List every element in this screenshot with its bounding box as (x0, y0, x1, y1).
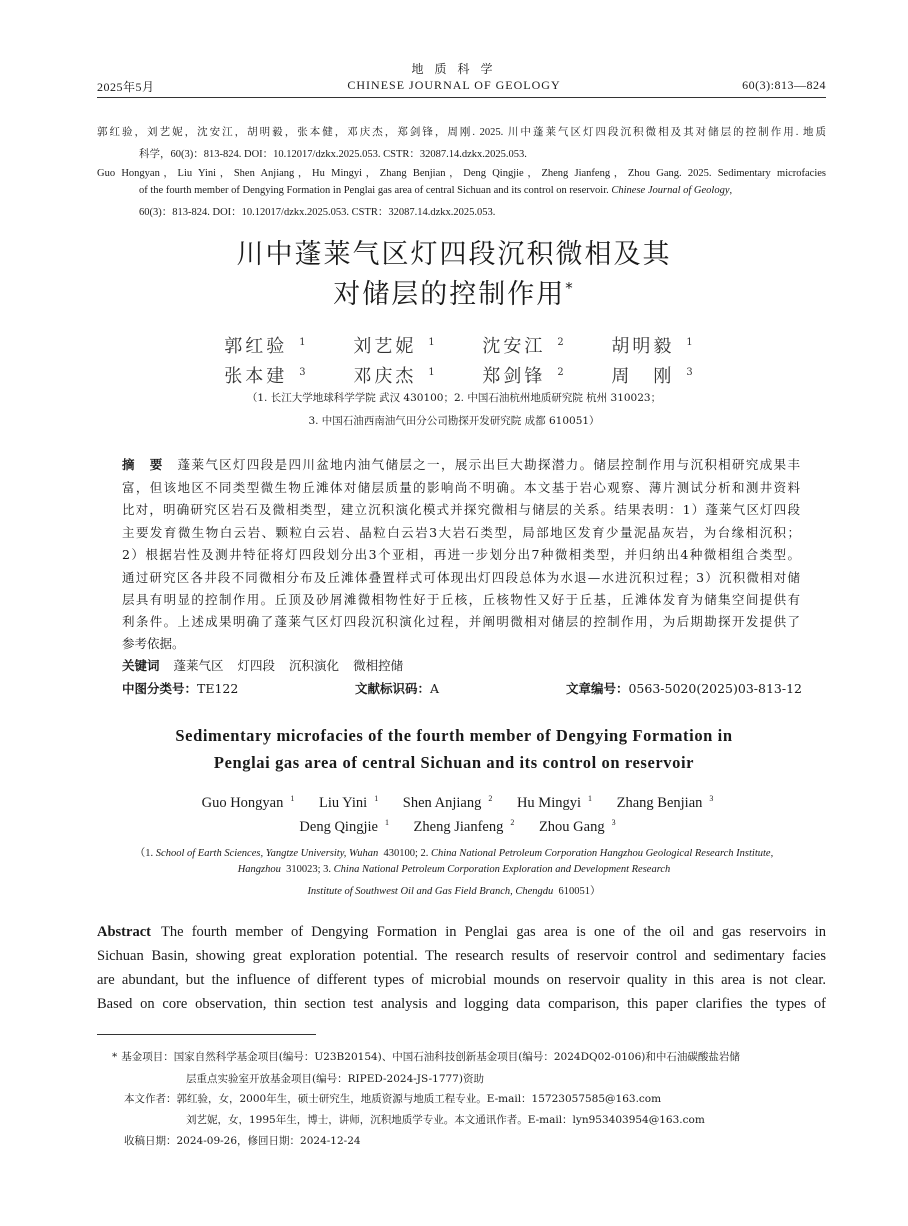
abstract-cn-line: 利条件。上述成果明确了蓬莱气区灯四段沉积演化过程，并阐明微相对储层的控制作用，为后期勘探开发提供了 (122, 614, 800, 629)
author: Hu Mingyi $^1$ (516, 794, 592, 811)
title-cn-line: 川中蓬莱气区灯四段沉积微相及其 (236, 239, 672, 270)
abstract-cn-line: 层具有明显的控制作用。丘顶及砂屑滩微相物性好于丘核，丘核物性又好于丘基，丘滩体发育为储集空间提供有 (122, 592, 800, 607)
author: 郭红验 $^1$ (224, 336, 309, 357)
abstract-cn-line: 参考依据。 (122, 636, 185, 651)
author: 刘艺妮 $^1$ (353, 336, 438, 357)
issue-date: 2025年5月 (97, 80, 155, 94)
citation-cn-line: 郭红验，刘艺妮，沈安江，胡明毅，张本健，邓庆杰，郑剑锋，周刚. 2025. 川中蓬莱气区灯四段沉积微相及其对储层的控制作用. 地质 (97, 127, 826, 138)
author: 郑剑锋 $^2$ (482, 366, 567, 387)
authors-en-row (0, 819, 908, 836)
affiliation-en-line: （1. School of Earth Sciences, Yangtze University, Wuhan 430100; 2. China National Petroleum Corporation Hangzhou Geological Research Institute, (134, 848, 774, 859)
title-text: 对储层的控制作用 (333, 279, 566, 310)
abstract-en-line: Abstract The fourth member of Dengying Formation in Penglai gas area is one of the oil and gas reservoirs in (97, 924, 826, 940)
journal-name-en: CHINESE JOURNAL OF GEOLOGY (347, 78, 561, 92)
received-dates: 收稿日期：2024-09-26，修回日期：2024-12-24 (124, 1135, 361, 1147)
author: Deng Qingjie $^1$ (299, 818, 389, 835)
affiliation-en-line: Institute of Southwest Oil and Gas Field Branch, Chengdu 610051） (307, 886, 601, 897)
author: Zheng Jianfeng $^2$ (413, 818, 515, 835)
citation-cn-line: 科学，60(3)：813-824. DOI：10.12017/dzkx.2025.053. CSTR：32087.14.dzkx.2025.053. (139, 149, 527, 160)
author: Zhou Gang $^3$ (538, 818, 616, 835)
citation-en-line: Guo Hongyan，Liu Yini，Shen Anjiang，Hu Mingyi，Zhang Benjian，Deng Qingjie，Zheng Jianfeng，Zhou Gang. 2025. Sedimentary microfacies (97, 168, 826, 179)
journal-name-cn: 地 质 科 学 (411, 62, 497, 76)
volume-pages: 60(3):813—824 (742, 78, 826, 92)
fund-note-cont: 层重点实验室开放基金项目(编号：RIPED-2024-JS-1777)资助 (186, 1073, 484, 1085)
keywords: 关键词 蓬莱气区 灯四段 沉积演化 微相控储 (122, 658, 404, 673)
abstract-cn-line: 富，但该地区不同类型微生物丘滩体对储层质量的影响尚不明确。本文基于岩心观察、薄片测试分析和测井资料 (122, 480, 800, 495)
citation-text: of the fourth member of Dengying Formation in Penglai gas area of central Sichuan and its control on reservoir. (139, 185, 609, 196)
affiliation-cn-line: （1. 长江大学地球科学学院 武汉 430100；2. 中国石油杭州地质研究院 杭州 310023； (246, 392, 662, 404)
title-en-line: Sedimentary microfacies of the fourth member of Dengying Formation in (175, 726, 733, 745)
classification-number: 中图分类号：TE122 (122, 681, 239, 696)
footnote-rule (97, 1034, 316, 1035)
authors-cn-row (0, 362, 908, 388)
title-footnote-mark: * (565, 279, 575, 297)
authors-en-row (0, 795, 908, 812)
affiliation-en-line: Hangzhou 310023; 3. China National Petroleum Corporation Exploration and Development Research (237, 864, 671, 875)
author-note-cont: 刘艺妮，女，1995年生，博士，讲师，沉积地质学专业。本文通讯作者。E-mail：lyn953403954@163.com (186, 1114, 705, 1126)
article-number: 文章编号：0563-5020(2025)03-813-12 (565, 681, 802, 696)
title-cn-line (0, 272, 908, 311)
author: 周 刚 $^3$ (611, 366, 696, 387)
authors-cn-row (0, 332, 908, 358)
abstract-label: Abstract (97, 924, 151, 940)
abstract-en-line: are abundant, but the influence of different types of microbial mounds on reservoir quality in this area is not clear. (97, 972, 826, 988)
citation-en-line: 60(3)：813-824. DOI：10.12017/dzkx.2025.053. CSTR：32087.14.dzkx.2025.053. (139, 207, 496, 218)
abstract-cn-line: 2）根据岩性及测井特征将灯四段划分出3个亚相，再进一步划分出7种微相类型，并归纳出4种微相组合类型。 (122, 547, 800, 562)
author: Shen Anjiang $^2$ (402, 794, 493, 811)
author: Zhang Benjian $^3$ (616, 794, 714, 811)
affiliation-cn-line: 3. 中国石油西南油气田分公司勘探开发研究院 成都 610051） (308, 415, 600, 427)
author-note: 本文作者：郭红验，女，2000年生，硕士研究生，地质资源与地质工程专业。E-mail：15723057585@163.com (124, 1093, 662, 1105)
abstract-cn-line: 摘 要 蓬莱气区灯四段是四川盆地内油气储层之一，展示出巨大勘探潜力。储层控制作用与沉积相研究成果丰 (122, 457, 800, 472)
abstract-en-line: Sichuan Basin, showing great exploration potential. The research results of reservoir control and sedimentary facies (97, 948, 826, 964)
title-en-line: Penglai gas area of central Sichuan and its control on reservoir (213, 753, 695, 772)
author: 邓庆杰 $^1$ (353, 366, 438, 387)
fund-note: * 基金项目：国家自然科学基金项目(编号：U23B20154)、中国石油科技创新基金项目(编号：2024DQ02-0106)和中石油碳酸盐岩储 (112, 1051, 740, 1063)
abstract-cn-line: 通过研究区各井段不同微相分布及丘滩体叠置样式可体现出灯四段总体为水退—水进沉积过程；3）沉积微相对储 (122, 570, 800, 585)
abstract-en-line: Based on core observation, thin section test analysis and logging data comparison, this paper clarifies the types of (97, 996, 826, 1012)
abstract-cn-line: 主要发育微生物白云岩、颗粒白云岩、晶粒白云岩3大岩石类型，局部地区发育少量泥晶灰岩，为台缘相沉积； (122, 525, 800, 540)
journal-italic: Chinese Journal of Geology (611, 185, 730, 196)
abstract-cn-line: 比对，明确研究区岩石及微相类型，建立沉积演化模式并探究微相与储层的关系。结果表明：1）蓬莱气区灯四段 (122, 502, 800, 517)
document-code: 文献标识码：A (355, 681, 440, 696)
author: Liu Yini $^1$ (318, 794, 379, 811)
abstract-label: 摘 要 (122, 457, 164, 472)
citation-en-line: of the fourth member of Dengying Formation in Penglai gas area of central Sichuan and its control on reservoir. Chinese Journal of Geology, (139, 185, 733, 196)
author: 张本建 $^3$ (224, 366, 309, 387)
author: 胡明毅 $^1$ (611, 336, 696, 357)
author: 沈安江 $^2$ (482, 336, 567, 357)
author: Guo Hongyan $^1$ (201, 794, 295, 811)
header-rule (97, 97, 826, 98)
